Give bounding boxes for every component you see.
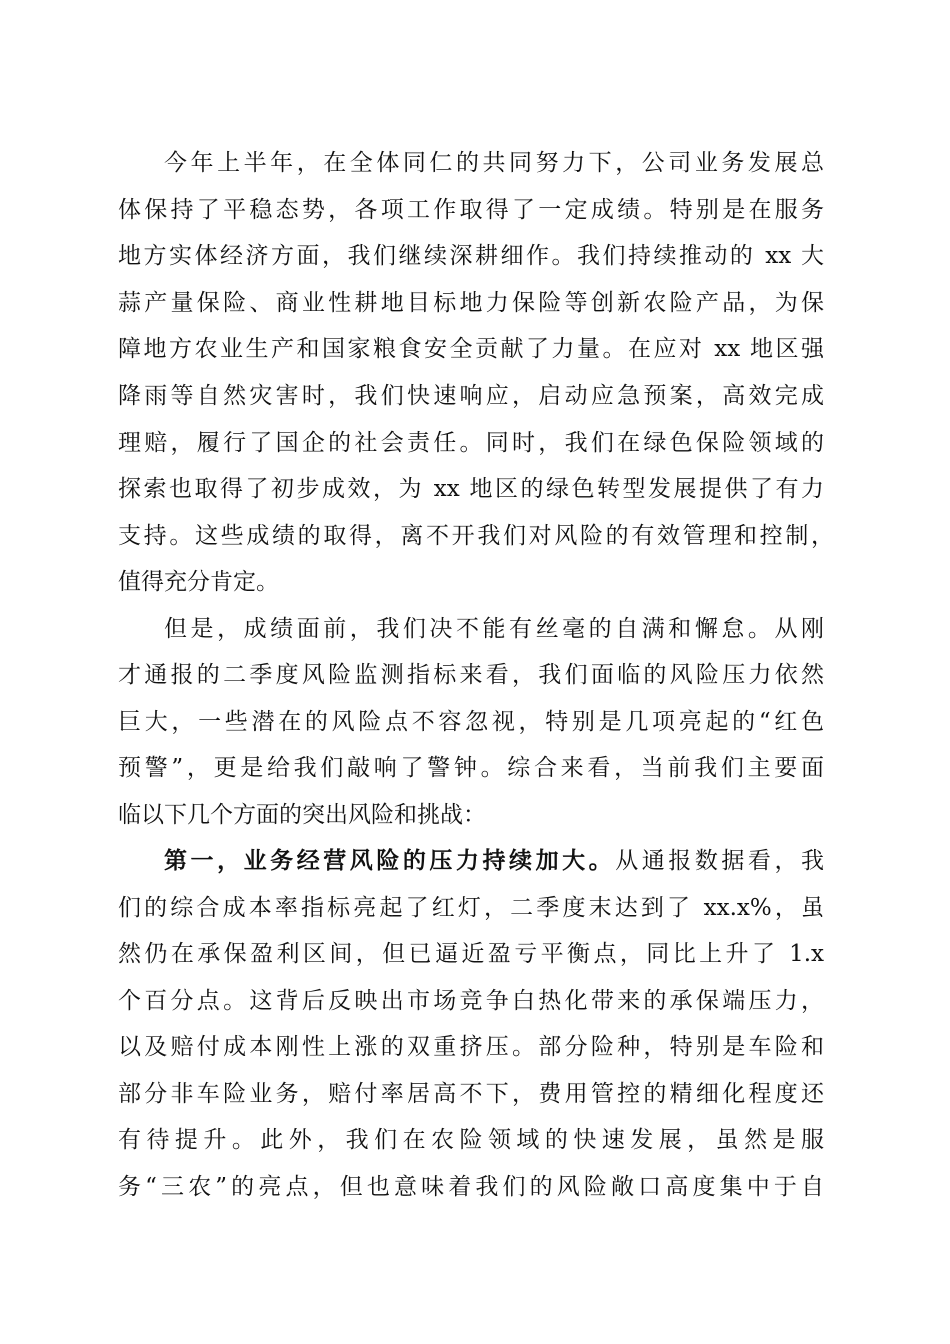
paragraph-3-line: 们的综合成本率指标亮起了红灯，二季度末达到了 xx.x%，虽 [118,895,824,921]
paragraph-1-line: 探索也取得了初步成效，为 xx 地区的绿色转型发展提供了有力 [118,476,824,502]
paragraph-1-line: 体保持了平稳态势，各项工作取得了一定成绩。特别是在服务 [118,197,824,223]
paragraph-3-line: 然仍在承保盈利区间，但已逼近盈亏平衡点，同比上升了 1.x [118,941,824,967]
paragraph-3-line: 务“三农”的亮点，但也意味着我们的风险敞口高度集中于自 [118,1174,824,1200]
paragraph-3-line: 个百分点。这背后反映出市场竞争白热化带来的承保端压力， [118,988,824,1014]
paragraph-1-line: 今年上半年，在全体同仁的共同努力下，公司业务发展总 [164,150,824,176]
paragraph-2-line: 但是，成绩面前，我们决不能有丝毫的自满和懈怠。从刚 [164,616,824,642]
paragraph-3-line: 部分非车险业务，赔付率居高不下，费用管控的精细化程度还 [118,1081,824,1107]
paragraph-3-line: 有待提升。此外，我们在农险领域的快速发展，虽然是服 [118,1127,824,1153]
paragraph-1-line: 障地方农业生产和国家粮食安全贡献了力量。在应对 xx 地区强 [118,336,824,362]
paragraph-1-line: 地方实体经济方面，我们继续深耕细作。我们持续推动的 xx 大 [118,243,824,269]
paragraph-2-line: 才通报的二季度风险监测指标来看，我们面临的风险压力依然 [118,662,824,688]
paragraph-3-first-line-rest: 从通报数据看，我 [615,848,825,874]
paragraph-1-line: 降雨等自然灾害时，我们快速响应，启动应急预案，高效完成 [118,383,824,409]
paragraph-1-line: 值得充分肯定。 [118,569,279,595]
paragraph-1-line: 蒜产量保险、商业性耕地目标地力保险等创新农险产品，为保 [118,290,824,316]
paragraph-2-line: 预警”，更是给我们敲响了警钟。综合来看，当前我们主要面 [118,755,824,781]
paragraph-3-first-line [164,845,824,877]
paragraph-2-line: 巨大，一些潜在的风险点不容忽视，特别是几项亮起的“红色 [118,709,824,735]
paragraph-3-heading: 第一，业务经营风险的压力持续加大。 [164,847,616,874]
paragraph-1-line: 支持。这些成绩的取得，离不开我们对风险的有效管理和控制， [118,523,834,549]
paragraph-1-line: 理赔，履行了国企的社会责任。同时，我们在绿色保险领域的 [118,430,824,456]
paragraph-3-line: 以及赔付成本刚性上涨的双重挤压。部分险种，特别是车险和 [118,1034,824,1060]
paragraph-2-line: 临以下几个方面的突出风险和挑战： [118,802,486,828]
